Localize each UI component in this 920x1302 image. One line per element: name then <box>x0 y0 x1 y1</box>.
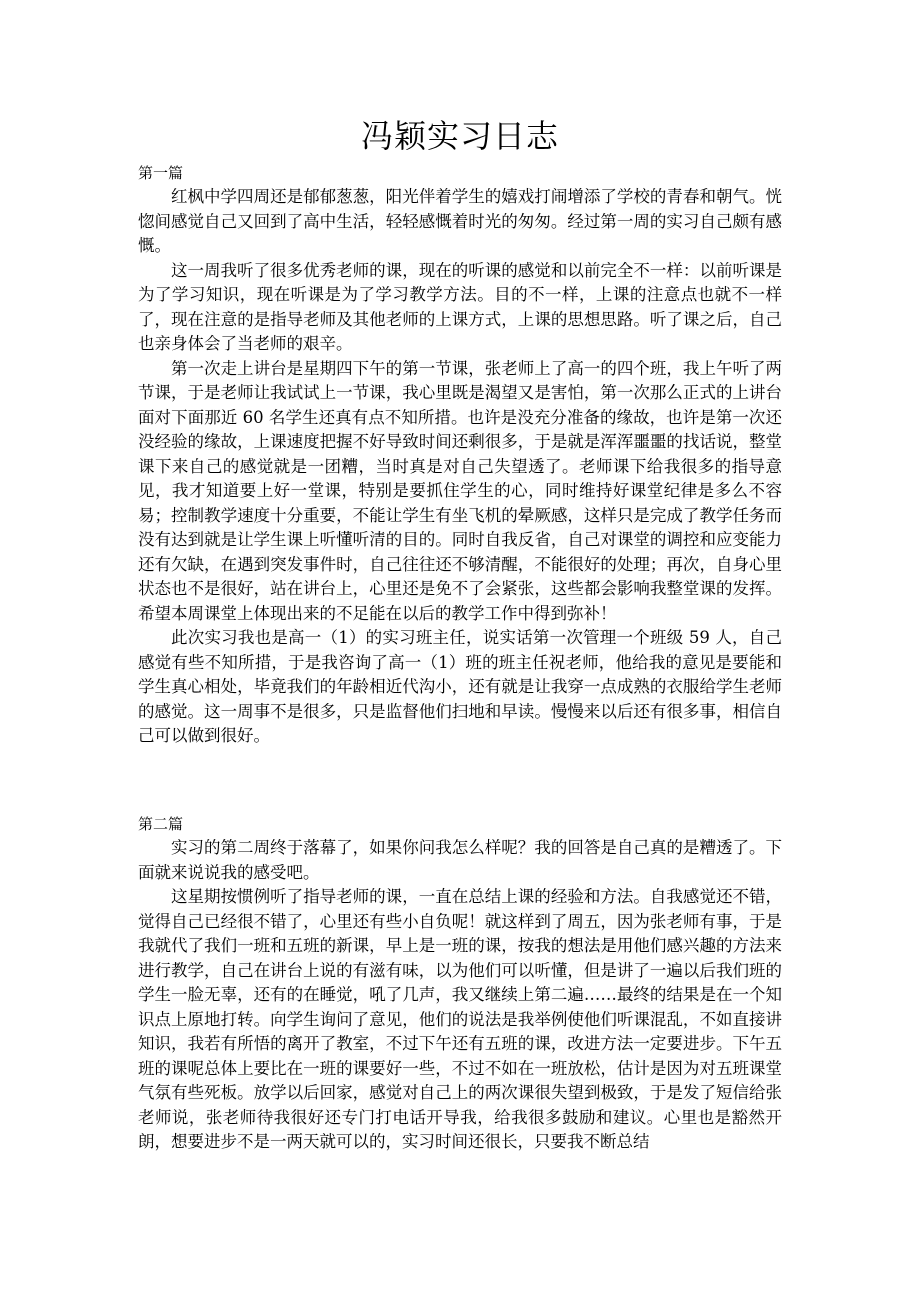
section-two <box>138 813 782 1155</box>
section-one <box>138 162 782 749</box>
document-title: 冯颖实习日志 <box>360 117 559 155</box>
paragraph: 第一次走上讲台是星期四下午的第一节课，张老师上了高一的四个班，我上午听了两节课，于是老师让我试试上一节课，我心里既是渴望又是害怕，第一次那么正式的上讲台面对下面那近 60 名学生还真有点不知所措。也许是没充分准备的缘故，也许是第一次还没经验的缘故，上课速度把握不好导致时间还剩很多，于是就是浑浑噩噩的找话说，整堂课下来自己的感觉就是一团糟，当时真是对自己失望透了。老师课下给我很多的指导意见，我才知道要上好一堂课，特别是要抓住学生的心，同时维持好课堂纪律是多么不容易；控制教学速度十分重要，不能让学生有坐飞机的晕厥感，这样只是完成了教学任务而没有达到就是让学生课上听懂听清的目的。同时自我反省，自己对课堂的调控和应变能力还有欠缺，在遇到突发事件时，自己往往还不够清醒，不能很好的处理；再次，自身心里状态也不是很好，站在讲台上，心里还是免不了会紧张，这些都会影响我整堂课的发挥。希望本周课堂上体现出来的不足能在以后的教学工作中得到弥补！ <box>138 358 782 623</box>
section-heading: 第二篇 <box>138 815 184 833</box>
paragraph: 红枫中学四周还是郁郁葱葱，阳光伴着学生的嬉戏打闹增添了学校的青春和朝气。恍惚间感觉自己又回到了高中生活，轻轻感慨着时光的匆匆。经过第一周的实习自己颇有感慨。 <box>138 187 782 255</box>
paragraph: 此次实习我也是高一（1）的实习班主任，说实话第一次管理一个班级 59 人，自己感觉有些不知所措，于是我咨询了高一（1）班的班主任祝老师，他给我的意见是要能和学生真心相处，毕竟我们的年龄相近代沟小，还有就是让我穿一点成熟的衣服给学生老师的感觉。这一周事不是很多，只是监督他们扫地和早读。慢慢来以后还有很多事，相信自己可以做到很好。 <box>138 628 782 745</box>
paragraph: 实习的第二周终于落幕了，如果你问我怎么样呢？我的回答是自己真的是糟透了。下面就来说说我的感受吧。 <box>138 838 782 882</box>
section-heading: 第一篇 <box>138 164 184 182</box>
paragraph: 这一周我听了很多优秀老师的课，现在的听课的感觉和以前完全不一样：以前听课是为了学习知识，现在听课是为了学习教学方法。目的不一样，上课的注意点也就不一样了，现在注意的是指导老师及其他老师的上课方式，上课的思想思路。听了课之后，自己也亲身体会了当老师的艰辛。 <box>138 260 782 353</box>
paragraph: 这星期按惯例听了指导老师的课，一直在总结上课的经验和方法。自我感觉还不错，觉得自己已经很不错了，心里还有些小自负呢！就这样到了周五，因为张老师有事，于是我就代了我们一班和五班的新课，早上是一班的课，按我的想法是用他们感兴趣的方法来进行教学，自己在讲台上说的有滋有味，以为他们可以听懂，但是讲了一遍以后我们班的学生一脸无辜，还有的在睡觉，吼了几声，我又继续上第二遍……最终的结果是在一个知识点上原地打转。向学生询问了意见，他们的说法是我举例使他们听课混乱，不如直接讲知识，我若有所悟的离开了教室，不过下午还有五班的课，改进方法一定要进步。下午五班的课呢总体上要比在一班的课要好一些，不过不如在一班放松，估计是因为对五班课堂气氛有些死板。放学以后回家，感觉对自己上的两次课很失望到极致，于是发了短信给张老师说，张老师待我很好还专门打电话开导我，给我很多鼓励和建议。心里也是豁然开朗，想要进步不是一两天就可以的，实习时间还很长，只要我不断总结 <box>138 887 782 1151</box>
